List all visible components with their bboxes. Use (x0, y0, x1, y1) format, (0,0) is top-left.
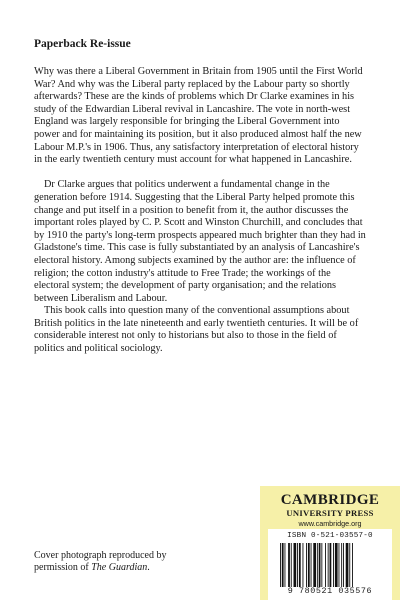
barcode-bar (325, 543, 326, 587)
barcode-bar (341, 543, 342, 587)
barcode-bar (294, 543, 297, 587)
barcode-bar (306, 543, 307, 587)
credit-suffix: . (147, 562, 150, 573)
photo-credit (34, 550, 234, 574)
isbn-label: ISBN 0-521-03557-0 (287, 532, 373, 540)
blurb-text (34, 66, 366, 356)
barcode-bar (280, 543, 281, 587)
barcode-bar (321, 543, 322, 587)
barcode-bar (285, 543, 286, 587)
barcode-icon (278, 543, 382, 587)
publisher-url: www.cambridge.org (298, 519, 362, 528)
barcode-bar (346, 543, 349, 587)
publisher-subtitle: UNIVERSITY PRESS (286, 508, 374, 518)
credit-prefix: permission of (34, 562, 92, 573)
barcode-bar (317, 543, 318, 587)
ean-digits: 9 780521 035576 (287, 586, 373, 596)
barcode-bar (352, 543, 353, 587)
barcode-bar (299, 543, 301, 587)
credit-line-1: Cover photograph reproduced by (34, 550, 167, 561)
barcode-bar (319, 543, 321, 587)
barcode-bar (291, 543, 292, 587)
barcode-bar (343, 543, 344, 587)
page-heading: Paperback Re-issue (34, 38, 131, 50)
publisher-name: CAMBRIDGE (280, 492, 380, 508)
blurb-paragraph-1: Why was there a Liberal Government in Britain from 1905 until the First World War? And why was the Liberal party replaced by the Labour party so shortly afterwards? These are the kinds of problems which Dr Clarke examines in his study of the Edwardian Liberal revival in Lancashire. The vote in north-west England was largely responsible for bringing the Liberal Government into power and for maintaining its position, but it also produced almost half the new Labour M.P.'s in 1906. Thus, any satisfactory interpretation of electoral history in the early twentieth century must account for what happened in Lancashire. (34, 66, 363, 166)
barcode-bar (330, 543, 332, 587)
barcode-bar (297, 543, 298, 587)
barcode-bar (311, 543, 312, 587)
barcode-bar (349, 543, 350, 587)
barcode-bar (313, 543, 316, 587)
barcode-bar (339, 543, 340, 587)
barcode-bar (288, 543, 290, 587)
barcode-bar (308, 543, 310, 587)
barcode-panel (268, 529, 392, 600)
barcode-bar (328, 543, 329, 587)
barcode-bar (282, 543, 284, 587)
barcode-bar (303, 543, 304, 587)
blurb-paragraph-3: This book calls into question many of the conventional assumptions about British politics in the late nineteenth and early twentieth centuries. It will be of considerable interest not only to historians but also to those in the field of politics and political sociology. (34, 305, 359, 355)
blurb-paragraph-2: Dr Clarke argues that politics underwent a fundamental change in the generation before 1914. Suggesting that the Liberal Party helped promote this change and put itself in a position to benefit from it, the author discusses the important roles played by C. P. Scott and Winston Churchill, and concludes that by 1910 the party's long-term prospects appeared much brighter than they had in Gladstone's time. This case is fully substantiated by an analysis of Lancashire's electoral history. Among subjects examined by the author are: the influence of religion; the cotton industry's attitude to Free Trade; the workings of the electoral system; the development of party organisation; and the relations between Liberalism and Labour. (34, 179, 366, 304)
barcode-bar (333, 543, 334, 587)
barcode-bar (335, 543, 338, 587)
credit-source: The Guardian (91, 562, 148, 573)
